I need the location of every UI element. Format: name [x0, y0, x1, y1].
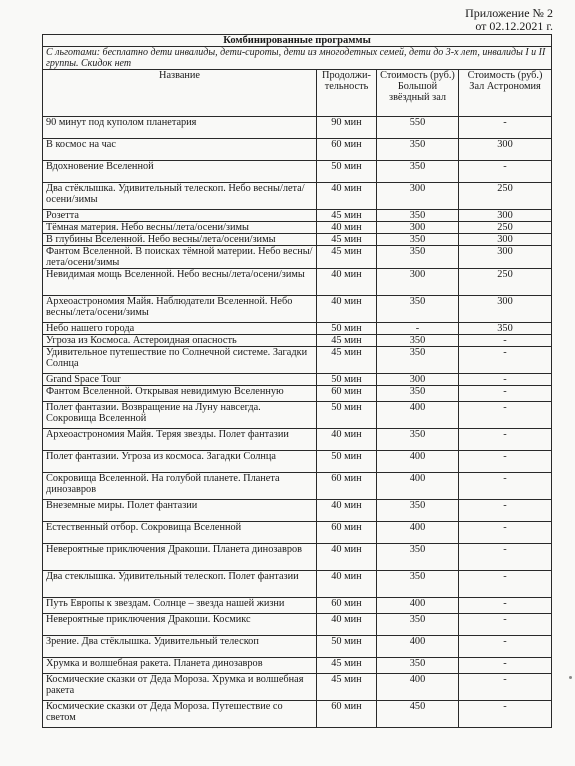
program-name-cell: Путь Европы к звездам. Солнце – звезда нашей жизни — [43, 598, 317, 614]
appendix-date: от 02.12.2021 г. — [475, 19, 553, 33]
table-row — [43, 323, 552, 335]
table-row — [43, 374, 552, 386]
program-name-cell: Сокровища Вселенной. На голубой планете. Планета динозавров — [43, 473, 317, 500]
duration-cell: 40 мин — [317, 571, 377, 598]
price-astronomy-hall-cell: 250 — [459, 222, 552, 234]
duration-cell: 60 мин — [317, 522, 377, 544]
program-name-cell: Два стеклышка. Удивительный телескоп. Полет фантазии — [43, 571, 317, 598]
price-astronomy-hall-cell: - — [459, 335, 552, 347]
column-header-price-big-hall: Стоимость (руб.) Большой звёздный зал — [377, 70, 459, 117]
price-big-hall-cell: 350 — [377, 571, 459, 598]
table-row — [43, 234, 552, 246]
table-row — [43, 347, 552, 374]
price-big-hall-cell: 300 — [377, 269, 459, 296]
price-astronomy-hall-cell: - — [459, 500, 552, 522]
table-row — [43, 451, 552, 473]
price-big-hall-cell: 400 — [377, 473, 459, 500]
scan-speck — [569, 676, 572, 679]
duration-cell: 60 мин — [317, 139, 377, 161]
program-name-cell: Угроза из Космоса. Астероидная опасность — [43, 335, 317, 347]
program-name-cell: Невидимая мощь Вселенной. Небо весны/лета/осени/зимы — [43, 269, 317, 296]
duration-cell: 60 мин — [317, 701, 377, 728]
table-row — [43, 614, 552, 636]
price-astronomy-hall-cell: - — [459, 402, 552, 429]
program-name-cell: Археоастрономия Майя. Теряя звезды. Полет фантазии — [43, 429, 317, 451]
program-name-cell: В глубины Вселенной. Небо весны/лета/осени/зимы — [43, 234, 317, 246]
table-row — [43, 598, 552, 614]
price-big-hall-cell: - — [377, 323, 459, 335]
price-big-hall-cell: 350 — [377, 161, 459, 183]
duration-cell: 40 мин — [317, 429, 377, 451]
price-astronomy-hall-cell: 300 — [459, 246, 552, 269]
duration-cell: 50 мин — [317, 636, 377, 658]
price-astronomy-hall-cell: - — [459, 386, 552, 402]
program-name-cell: В космос на час — [43, 139, 317, 161]
table-row — [43, 522, 552, 544]
price-big-hall-cell: 350 — [377, 544, 459, 571]
program-name-cell: Удивительное путешествие по Солнечной системе. Загадки Солнца — [43, 347, 317, 374]
table-row — [43, 636, 552, 658]
duration-cell: 40 мин — [317, 500, 377, 522]
price-astronomy-hall-cell: - — [459, 614, 552, 636]
duration-cell: 40 мин — [317, 614, 377, 636]
duration-cell: 45 мин — [317, 335, 377, 347]
table-title: Комбинированные программы — [43, 35, 552, 47]
table-row — [43, 500, 552, 522]
duration-cell: 60 мин — [317, 598, 377, 614]
programs-table — [42, 34, 552, 728]
price-big-hall-cell: 300 — [377, 183, 459, 210]
price-big-hall-cell: 350 — [377, 614, 459, 636]
table-row — [43, 429, 552, 451]
program-name-cell: Хрумка и волшебная ракета. Планета динозавров — [43, 658, 317, 674]
price-big-hall-cell: 450 — [377, 701, 459, 728]
price-big-hall-cell: 350 — [377, 500, 459, 522]
program-name-cell: Тёмная материя. Небо весны/лета/осени/зимы — [43, 222, 317, 234]
price-astronomy-hall-cell: 300 — [459, 234, 552, 246]
table-row — [43, 139, 552, 161]
price-big-hall-cell: 350 — [377, 658, 459, 674]
duration-cell: 40 мин — [317, 544, 377, 571]
price-astronomy-hall-cell: - — [459, 544, 552, 571]
program-name-cell: Фантом Вселенной. Открывая невидимую Вселенную — [43, 386, 317, 402]
price-big-hall-cell: 350 — [377, 429, 459, 451]
duration-cell: 45 мин — [317, 658, 377, 674]
program-name-cell: Археоастрономия Майя. Наблюдатели Вселенной. Небо весны/лета/осени/зимы — [43, 296, 317, 323]
appendix-header — [465, 7, 553, 33]
column-header-name: Название — [43, 70, 317, 117]
program-name-cell: Зрение. Два стёклышка. Удивительный телескоп — [43, 636, 317, 658]
price-astronomy-hall-cell: 300 — [459, 139, 552, 161]
price-astronomy-hall-cell: - — [459, 701, 552, 728]
price-big-hall-cell: 350 — [377, 347, 459, 374]
duration-cell: 45 мин — [317, 210, 377, 222]
table-row — [43, 386, 552, 402]
program-name-cell: Невероятные приключения Дракоши. Космикс — [43, 614, 317, 636]
column-header-duration: Продолжи-тельность — [317, 70, 377, 117]
duration-cell: 45 мин — [317, 674, 377, 701]
price-big-hall-cell: 400 — [377, 636, 459, 658]
price-big-hall-cell: 350 — [377, 246, 459, 269]
price-astronomy-hall-cell: - — [459, 374, 552, 386]
table-row — [43, 269, 552, 296]
price-big-hall-cell: 400 — [377, 522, 459, 544]
price-astronomy-hall-cell: - — [459, 571, 552, 598]
price-big-hall-cell: 400 — [377, 598, 459, 614]
price-astronomy-hall-cell: - — [459, 161, 552, 183]
duration-cell: 45 мин — [317, 347, 377, 374]
program-name-cell: Небо нашего города — [43, 323, 317, 335]
program-name-cell: Полет фантазии. Возвращение на Луну навсегда. Сокровища Вселенной — [43, 402, 317, 429]
appendix-number: Приложение № 2 — [465, 6, 553, 20]
duration-cell: 60 мин — [317, 473, 377, 500]
program-name-cell: Внеземные миры. Полет фантазии — [43, 500, 317, 522]
table-row — [43, 183, 552, 210]
price-big-hall-cell: 350 — [377, 234, 459, 246]
price-astronomy-hall-cell: - — [459, 117, 552, 139]
price-astronomy-hall-cell: - — [459, 674, 552, 701]
table-row — [43, 222, 552, 234]
duration-cell: 40 мин — [317, 222, 377, 234]
program-name-cell: Естественный отбор. Сокровища Вселенной — [43, 522, 317, 544]
price-astronomy-hall-cell: - — [459, 658, 552, 674]
price-big-hall-cell: 400 — [377, 402, 459, 429]
program-name-cell: Полет фантазии. Угроза из космоса. Загадки Солнца — [43, 451, 317, 473]
program-name-cell: Невероятные приключения Дракоши. Планета динозавров — [43, 544, 317, 571]
table-row — [43, 335, 552, 347]
price-big-hall-cell: 350 — [377, 210, 459, 222]
price-big-hall-cell: 350 — [377, 386, 459, 402]
program-name-cell: Космические сказки от Деда Мороза. Хрумка и волшебная ракета — [43, 674, 317, 701]
price-big-hall-cell: 400 — [377, 451, 459, 473]
program-name-cell: 90 минут под куполом планетария — [43, 117, 317, 139]
price-astronomy-hall-cell: - — [459, 636, 552, 658]
duration-cell: 45 мин — [317, 234, 377, 246]
program-name-cell: Космические сказки от Деда Мороза. Путешествие со светом — [43, 701, 317, 728]
price-astronomy-hall-cell: - — [459, 598, 552, 614]
table-row — [43, 210, 552, 222]
duration-cell: 40 мин — [317, 183, 377, 210]
table-row — [43, 701, 552, 728]
price-astronomy-hall-cell: - — [459, 473, 552, 500]
duration-cell: 40 мин — [317, 296, 377, 323]
price-big-hall-cell: 300 — [377, 374, 459, 386]
table-row — [43, 296, 552, 323]
price-astronomy-hall-cell: 300 — [459, 296, 552, 323]
program-name-cell: Вдохновение Вселенной — [43, 161, 317, 183]
price-astronomy-hall-cell: - — [459, 429, 552, 451]
duration-cell: 50 мин — [317, 323, 377, 335]
table-row — [43, 161, 552, 183]
duration-cell: 50 мин — [317, 402, 377, 429]
price-big-hall-cell: 400 — [377, 674, 459, 701]
price-big-hall-cell: 350 — [377, 335, 459, 347]
duration-cell: 50 мин — [317, 374, 377, 386]
price-big-hall-cell: 550 — [377, 117, 459, 139]
duration-cell: 90 мин — [317, 117, 377, 139]
duration-cell: 50 мин — [317, 161, 377, 183]
duration-cell: 40 мин — [317, 269, 377, 296]
program-name-cell: Розетта — [43, 210, 317, 222]
table-row — [43, 402, 552, 429]
table-row — [43, 117, 552, 139]
price-astronomy-hall-cell: 250 — [459, 269, 552, 296]
price-big-hall-cell: 350 — [377, 296, 459, 323]
price-astronomy-hall-cell: - — [459, 347, 552, 374]
table-body — [43, 117, 552, 728]
column-header-price-astronomy-hall: Стоимость (руб.) Зал Астрономия — [459, 70, 552, 117]
table-row — [43, 674, 552, 701]
price-astronomy-hall-cell: 300 — [459, 210, 552, 222]
price-big-hall-cell: 350 — [377, 139, 459, 161]
duration-cell: 50 мин — [317, 451, 377, 473]
benefits-note: С льготами: бесплатно дети инвалиды, дети-сироты, дети из многодетных семей, дети до 3-х лет, инвалиды I и II группы. Скидок нет — [43, 47, 552, 70]
program-name-cell: Фантом Вселенной. В поисках тёмной материи. Небо весны/лета/осени/зимы — [43, 246, 317, 269]
price-astronomy-hall-cell: 350 — [459, 323, 552, 335]
table-row — [43, 544, 552, 571]
table-row — [43, 473, 552, 500]
price-astronomy-hall-cell: 250 — [459, 183, 552, 210]
price-astronomy-hall-cell: - — [459, 522, 552, 544]
table-row — [43, 658, 552, 674]
duration-cell: 60 мин — [317, 386, 377, 402]
price-big-hall-cell: 300 — [377, 222, 459, 234]
program-name-cell: Grand Space Tour — [43, 374, 317, 386]
program-name-cell: Два стёклышка. Удивительный телескоп. Небо весны/лета/осени/зимы — [43, 183, 317, 210]
price-astronomy-hall-cell: - — [459, 451, 552, 473]
duration-cell: 45 мин — [317, 246, 377, 269]
table-row — [43, 246, 552, 269]
table-row — [43, 571, 552, 598]
